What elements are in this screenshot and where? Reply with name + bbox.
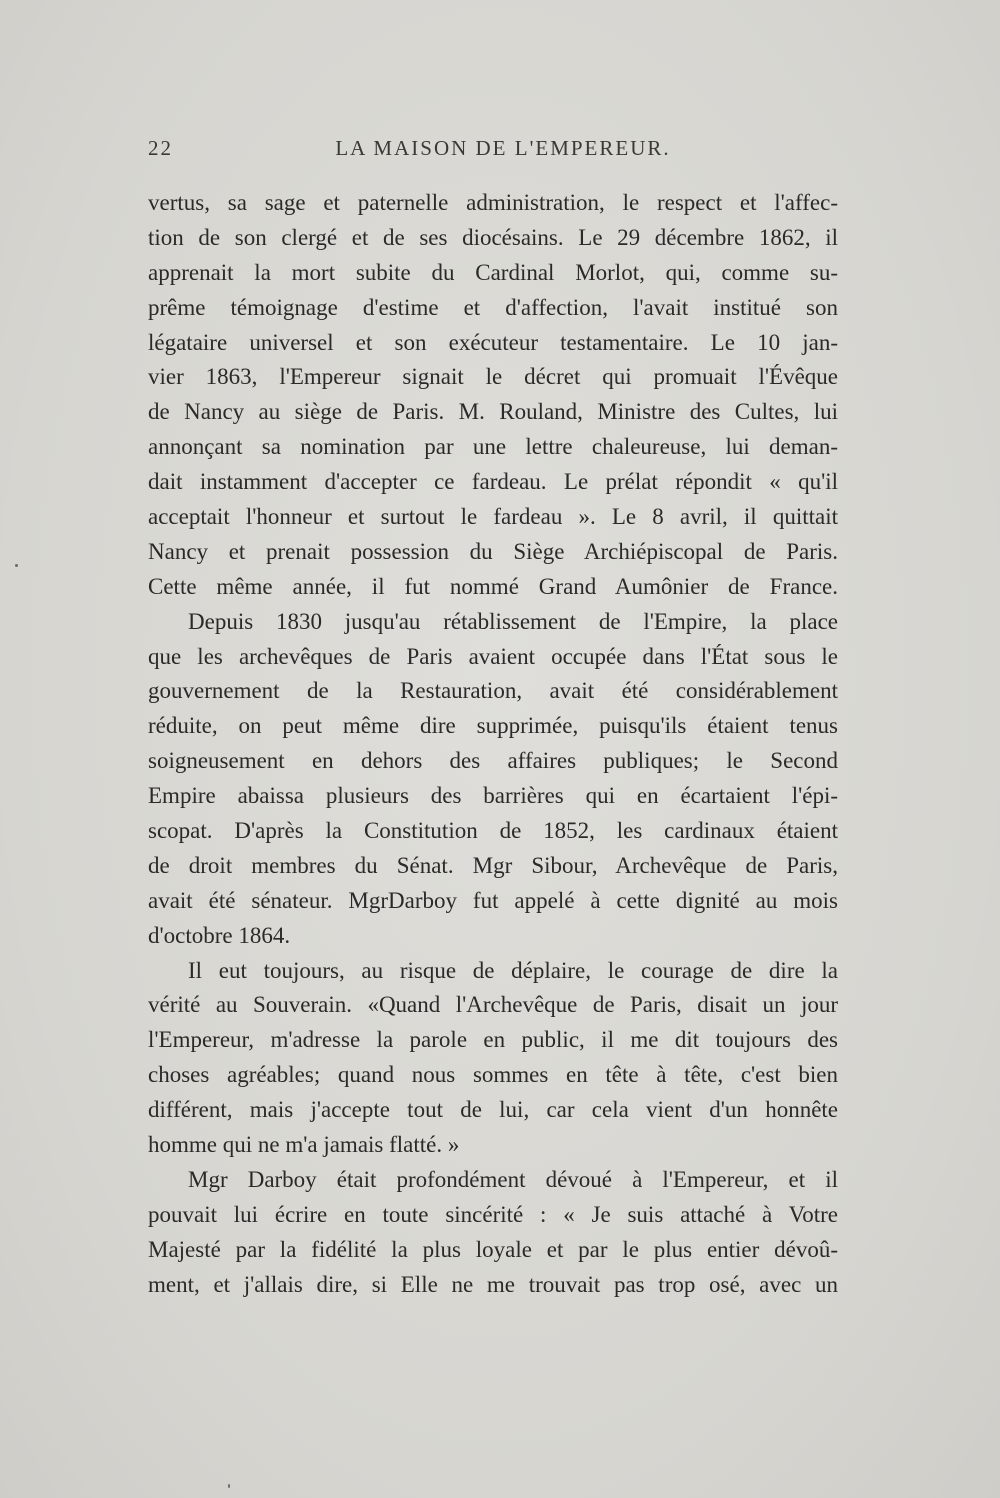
text-line: pouvait lui écrire en toute sincérité : « Je suis attaché à Votre <box>148 1201 838 1227</box>
paper-speck <box>15 564 18 567</box>
running-title: LA MAISON DE L'EMPEREUR. <box>335 136 671 160</box>
text-line: prême témoignage d'estime et d'affection, l'avait institué son <box>148 294 838 320</box>
text-line: vier 1863, l'Empereur signait le décret qui promuait l'Évêque <box>148 364 838 390</box>
text-line: Empire abaissa plusieurs des barrières qui en écartaient l'épi- <box>148 783 838 809</box>
text-line: scopat. D'après la Constitution de 1852, les cardinaux étaient <box>148 818 838 844</box>
text-line: gouvernement de la Restauration, avait été considérablement <box>148 678 838 704</box>
text-line: dait instamment d'accepter ce fardeau. Le prélat répondit « qu'il <box>148 469 838 495</box>
text-line: Nancy et prenait possession du Siège Archiépiscopal de Paris. <box>148 538 838 564</box>
text-line: Il eut toujours, au risque de déplaire, le courage de dire la <box>188 957 838 983</box>
text-line: de droit membres du Sénat. Mgr Sibour, Archevêque de Paris, <box>148 852 838 878</box>
paragraph <box>148 186 838 605</box>
text-line: apprenait la mort subite du Cardinal Morlot, qui, comme su- <box>148 259 838 285</box>
text-line: d'octobre 1864. <box>148 922 291 948</box>
text-line: Mgr Darboy était profondément dévoué à l'Empereur, et il <box>188 1166 838 1192</box>
text-line: légataire universel et son exécuteur testamentaire. Le 10 jan- <box>148 329 838 355</box>
text-line: avait été sénateur. MgrDarboy fut appelé à cette dignité au mois <box>148 887 838 913</box>
text-line: de Nancy au siège de Paris. M. Rouland, Ministre des Cultes, lui <box>148 399 838 425</box>
paragraph <box>148 1163 838 1303</box>
text-line: tion de son clergé et de ses diocésains. Le 29 décembre 1862, il <box>148 224 838 250</box>
text-line: Depuis 1830 jusqu'au rétablissement de l'Empire, la place <box>188 608 838 634</box>
text-line: vertus, sa sage et paternelle administration, le respect et l'affec- <box>148 190 838 215</box>
text-line: que les archevêques de Paris avaient occupée dans l'État sous le <box>148 643 838 669</box>
text-line: homme qui ne m'a jamais flatté. » <box>148 1132 460 1158</box>
paragraph <box>148 954 838 1163</box>
paper-speck <box>228 1484 230 1488</box>
text-line: réduite, on peut même dire supprimée, puisqu'ils étaient tenus <box>148 713 838 739</box>
text-line: vérité au Souverain. «Quand l'Archevêque de Paris, disait un jour <box>148 992 838 1018</box>
text-line: ment, et j'allais dire, si Elle ne me trouvait pas trop osé, avec un <box>148 1271 838 1297</box>
text-line: choses agréables; quand nous sommes en tête à tête, c'est bien <box>148 1062 838 1088</box>
paragraph <box>148 605 838 954</box>
text-line: soigneusement en dehors des affaires publiques; le Second <box>148 748 838 774</box>
text-line: annonçant sa nomination par une lettre chaleureuse, lui deman- <box>148 434 838 460</box>
body-text <box>148 186 838 1303</box>
text-line: l'Empereur, m'adresse la parole en public, il me dit toujours des <box>148 1027 838 1053</box>
text-line: Majesté par la fidélité la plus loyale et par le plus entier dévoû- <box>148 1236 838 1262</box>
text-line: différent, mais j'accepte tout de lui, car cela vient d'un honnête <box>148 1097 838 1123</box>
page-number: 22 <box>148 136 173 160</box>
page-header <box>148 136 838 166</box>
text-line: acceptait l'honneur et surtout le fardeau ». Le 8 avril, il quittait <box>148 504 838 530</box>
text-line: Cette même année, il fut nommé Grand Aumônier de France. <box>148 573 838 599</box>
